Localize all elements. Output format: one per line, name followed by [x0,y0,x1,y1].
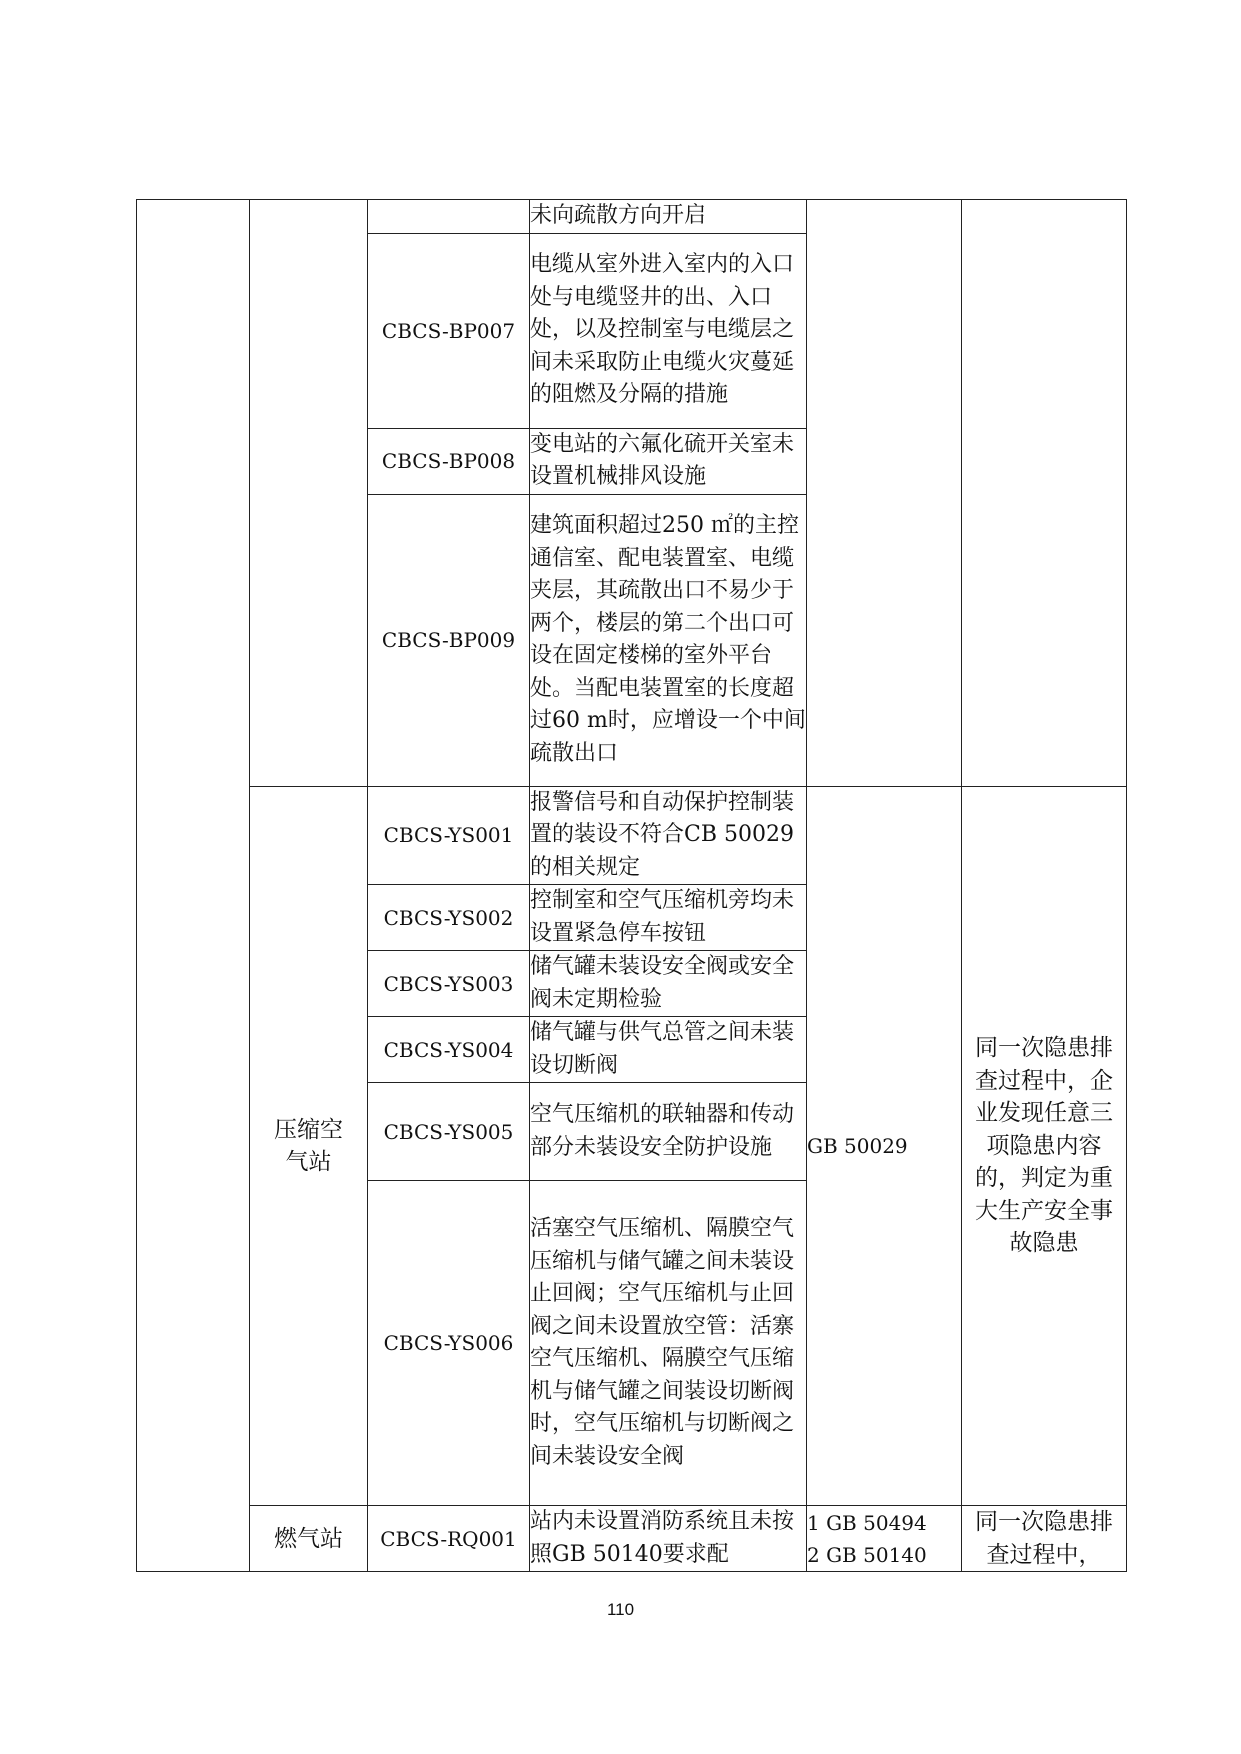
hazard-table [136,199,1127,1572]
standard-line: 1 GB 50494 [807,1510,927,1535]
hazard-description: 电缆从室外进入室内的入口处与电缆竖井的出、入口处，以及控制室与电缆层之间未采取防止电缆火灾蔓延的阻燃及分隔的措施 [530,233,807,428]
hazard-description: 站内未设置消防系统且未按照GB 50140要求配 [530,1506,807,1572]
table-row [137,1506,1127,1572]
hazard-description: 储气罐与供气总管之间未装设切断阀 [530,1017,807,1083]
hazard-description: 储气罐未装设安全阀或安全阀未定期检验 [530,951,807,1017]
hazard-description: 报警信号和自动保护控制装置的装设不符合CB 50029 的相关规定 [530,786,807,885]
hazard-description: 控制室和空气压缩机旁均未设置紧急停车按钮 [530,885,807,951]
hazard-code: CBCS-YS005 [368,1083,530,1181]
page-number: 110 [606,1600,635,1619]
verdict-text: 同一次隐患排查过程中， [975,1509,1113,1568]
hazard-code: CBCS-YS006 [368,1181,530,1506]
hazard-description: 空气压缩机的联轴器和传动部分未装设安全防护设施 [530,1083,807,1181]
hazard-description: 变电站的六氟化硫开关室未设置机械排风设施 [530,428,807,494]
hazard-description: 未向疏散方向开启 [530,200,807,234]
table-row [137,786,1127,885]
standard-cell: GB 50029 [807,786,962,1506]
standard-line: 2 GB 50140 [807,1542,927,1567]
hazard-code: CBCS-BP007 [368,233,530,428]
outer-category-cell [137,200,250,1572]
category-cell: 燃气站 [250,1506,368,1572]
hazard-code: CBCS-YS003 [368,951,530,1017]
verdict-cell [962,200,1127,787]
hazard-code [368,200,530,234]
standard-cell [807,1506,962,1572]
standard-cell [807,200,962,787]
hazard-code: CBCS-YS002 [368,885,530,951]
hazard-code: CBCS-RQ001 [368,1506,530,1572]
hazard-code: CBCS-BP009 [368,494,530,786]
hazard-description: 活塞空气压缩机、隔膜空气压缩机与储气罐之间未装设止回阀；空气压缩机与止回阀之间未设置放空管：活寨空气压缩机、隔膜空气压缩机与储气罐之间装设切断阀时，空气压缩机与切断阀之间未装设安全阀 [530,1181,807,1506]
hazard-code: CBCS-YS004 [368,1017,530,1083]
verdict-cell [962,1506,1127,1572]
verdict-cell [962,786,1127,1506]
hazard-code: CBCS-BP008 [368,428,530,494]
category-label: 压缩空气站 [274,1116,343,1175]
hazard-code: CBCS-YS001 [368,786,530,885]
category-cell [250,200,368,787]
verdict-text: 同一次隐患排查过程中，企业发现任意三项隐患内容的，判定为重大生产安全事故隐患 [975,1035,1113,1256]
hazard-description: 建筑面积超过250 ㎡的主控通信室、配电装置室、电缆夹层，其疏散出口不易少于两个，楼层的第二个出口可设在固定楼梯的室外平台处。当配电装置室的长度超过60 m时，应增设一个中间疏散出口 [530,494,807,786]
category-cell [250,786,368,1506]
table-row [137,200,1127,234]
